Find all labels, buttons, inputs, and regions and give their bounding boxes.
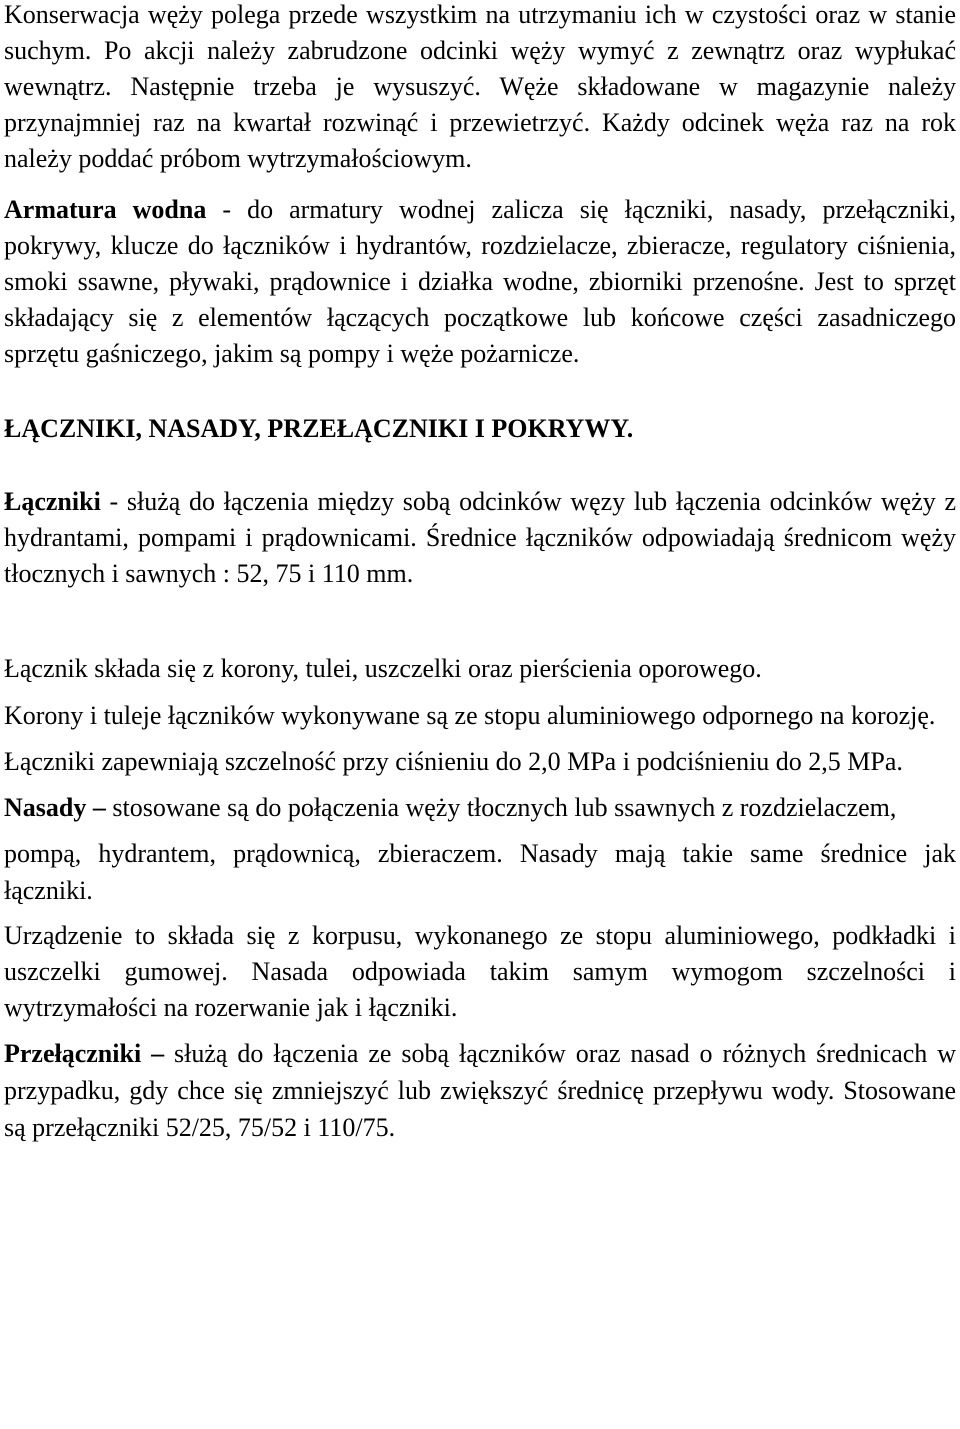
document-page xyxy=(4,0,956,1146)
paragraph-armatura xyxy=(4,192,956,372)
paragraph-nasady xyxy=(4,789,956,826)
przelaczniki-text: służą do łączenia ze sobą łączników oraz nasad o różnych średnicach w przypadku, gdy chce się zmniejszyć lub zwiększyć średnicę przepływu wody. Stosowane są przełączniki 52/25, 75/52 i 110/75. xyxy=(4,1039,957,1142)
laczniki-text: - służą do łączenia między sobą odcinków węzy lub łączenia odcinków węży z hydrantami, pompami i prądownicami. Średnice łączników odpowiadają średnicom węży tłocznych i sawnych : 52, 75 i 110 mm. xyxy=(4,487,956,588)
term-przelaczniki: Przełączniki xyxy=(4,1039,142,1068)
przelaczniki-dash: – xyxy=(141,1039,175,1068)
paragraph-pompa: pompą, hydrantem, prądownicą, zbieraczem. Nasady mają takie same średnice jak łączniki. xyxy=(4,839,956,905)
term-laczniki: Łączniki xyxy=(4,487,101,516)
nasady-text: stosowane są do połączenia węży tłocznych lub ssawnych z rozdzielaczem, xyxy=(112,793,897,822)
nasady-dash: – xyxy=(86,793,113,822)
section-heading: ŁĄCZNIKI, NASADY, PRZEŁĄCZNIKI I POKRYWY. xyxy=(4,414,634,443)
term-armatura: Armatura wodna xyxy=(4,195,207,224)
armatura-text: - do armatury wodnej zalicza się łączniki, nasady, przełączniki, pokrywy, klucze do łączników i hydrantów, rozdzielacze, zbieracze, regulatory ciśnienia, smoki ssawne, pływaki, prądownice i działka wodne, zbiorniki przenośne. Jest to sprzęt składający się z elementów łączących początkowe lub końcowe części zasadniczego sprzętu gaśniczego, jakim są pompy i węże pożarnicze. xyxy=(4,195,956,368)
paragraph-korony: Korony i tuleje łączników wykonywane są ze stopu aluminiowego odpornego na korozję. xyxy=(4,701,936,730)
paragraph-urzadzenie: Urządzenie to składa się z korpusu, wykonanego ze stopu aluminiowego, podkładki i uszczelki gumowej. Nasada odpowiada takim samym wymogom szczelności i wytrzymałości na rozerwanie jak i łączniki. xyxy=(4,921,956,1022)
paragraph-intro: Konserwacja węży polega przede wszystkim na utrzymaniu ich w czystości oraz w stanie suchym. Po akcji należy zabrudzone odcinki węży wymyć z zewnątrz oraz wypłukać wewnątrz. Następnie trzeba je wysuszyć. Węże składowane w magazynie należy przynajmniej raz na kwartał rozwinąć i przewietrzyć. Każdy odcinek węża raz na rok należy poddać próbom wytrzymałościowym. xyxy=(4,0,956,173)
term-nasady: Nasady xyxy=(4,793,87,822)
paragraph-przelaczniki xyxy=(4,1035,956,1146)
paragraph-laczniki xyxy=(4,484,956,592)
paragraph-szczelnosc: Łączniki zapewniają szczelność przy ciśnieniu do 2,0 MPa i podciśnieniu do 2,5 MPa. xyxy=(4,747,903,776)
paragraph-lacznik-sklad: Łącznik składa się z korony, tulei, uszczelki oraz pierścienia oporowego. xyxy=(4,654,762,683)
